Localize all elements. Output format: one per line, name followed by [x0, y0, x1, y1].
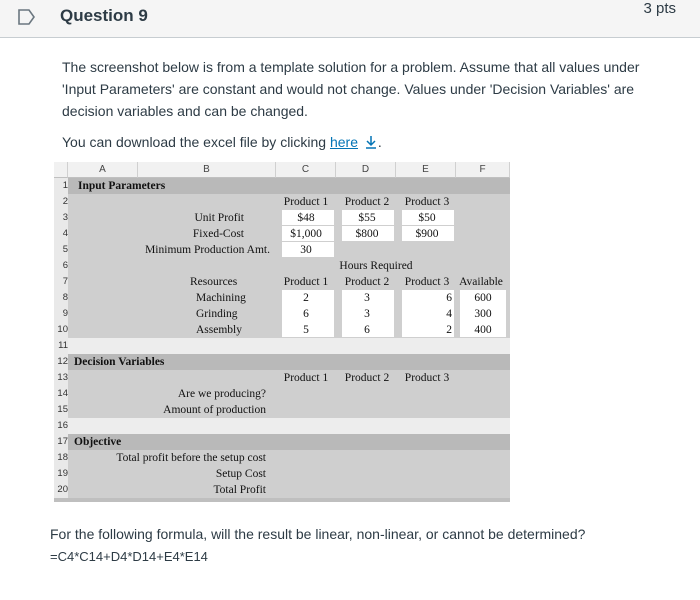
- resources-label: Resources: [190, 276, 238, 288]
- col-header-c: C: [276, 162, 336, 178]
- followup-question: For the following formula, will the result be linear, non-linear, or cannot be determined?: [50, 526, 586, 542]
- row-number: 9: [54, 306, 68, 322]
- row-band: [68, 482, 510, 498]
- resource-p3: 2: [446, 324, 452, 336]
- unit-profit-value: $55: [358, 212, 376, 224]
- download-link[interactable]: here: [329, 134, 359, 150]
- row-number: 5: [54, 242, 68, 258]
- row-band: [68, 258, 510, 274]
- fixed-cost-value: $800: [355, 228, 379, 240]
- row-number: 18: [54, 450, 68, 466]
- col-header-e: E: [396, 162, 456, 178]
- fixed-cost-value: $1,000: [290, 228, 322, 240]
- resource-p1: 6: [303, 308, 309, 320]
- total-profit-before-label: Total profit before the setup cost: [116, 452, 266, 464]
- product-header: Product 2: [344, 196, 390, 208]
- resource-p1: 2: [303, 292, 309, 304]
- question-header: [0, 0, 700, 38]
- row-band: [68, 418, 510, 434]
- row-number: 17: [54, 434, 68, 450]
- product-header: Product 1: [283, 196, 329, 208]
- total-profit-label: Total Profit: [213, 484, 266, 496]
- resource-available: 600: [474, 292, 492, 304]
- unit-profit-label: Unit Profit: [194, 212, 244, 224]
- min-production-label: Minimum Production Amt.: [145, 244, 270, 256]
- setup-cost-label: Setup Cost: [215, 468, 266, 480]
- row-number: 4: [54, 226, 68, 242]
- resource-name: Machining: [196, 292, 246, 304]
- resource-name: Assembly: [196, 324, 242, 336]
- resource-p3: 4: [446, 308, 452, 320]
- question-intro: The screenshot below is from a template solution for a problem. Assume that all values under 'Input Parameters' are constant and would not change. Values under 'Decision Variables' are decision variables and can be changed.: [62, 59, 640, 119]
- product-header: Product 1: [283, 372, 329, 384]
- product-header: Product 3: [404, 372, 450, 384]
- resource-p3: 6: [446, 292, 452, 304]
- product-header: Product 1: [283, 276, 329, 288]
- corner-cell: [54, 162, 68, 178]
- download-prefix: You can download the excel file by clicking: [62, 134, 327, 150]
- col-header-b: B: [138, 162, 276, 178]
- product-header: Product 3: [404, 196, 450, 208]
- col-header-d: D: [336, 162, 396, 178]
- row-number: 11: [54, 338, 68, 354]
- row-band: [68, 338, 510, 354]
- download-line: [62, 131, 382, 153]
- row-number: 12: [54, 354, 68, 370]
- resource-p2: 3: [364, 292, 370, 304]
- section-objective: Objective: [74, 436, 122, 448]
- resource-p1: 5: [303, 324, 309, 336]
- col-header-a: A: [68, 162, 138, 178]
- spreadsheet-image: [54, 162, 510, 502]
- available-label: Available: [459, 276, 503, 288]
- section-input-parameters: Input Parameters: [78, 180, 166, 192]
- row-band: [68, 402, 510, 418]
- download-icon[interactable]: [364, 135, 378, 149]
- row-number: 2: [54, 194, 68, 210]
- resource-available: 300: [474, 308, 492, 320]
- resource-name: Grinding: [196, 308, 238, 320]
- producing-label: Are we producing?: [177, 388, 266, 400]
- row-number: 3: [54, 210, 68, 226]
- row-number: 19: [54, 466, 68, 482]
- row-number: 14: [54, 386, 68, 402]
- row-number: 16: [54, 418, 68, 434]
- question-points: 3 pts: [643, 0, 676, 17]
- row-number: 13: [54, 370, 68, 386]
- download-suffix: .: [377, 134, 382, 150]
- resource-available: 400: [474, 324, 492, 336]
- formula-text: =C4*C14+D4*D14+E4*E14: [50, 549, 208, 564]
- question-title: Question 9: [60, 6, 148, 25]
- resource-p2: 6: [364, 324, 370, 336]
- row-number: 15: [54, 402, 68, 418]
- col-header-f: F: [456, 162, 510, 178]
- resource-p2: 3: [364, 308, 370, 320]
- fixed-cost-value: $900: [415, 228, 439, 240]
- amount-label: Amount of production: [163, 404, 266, 416]
- hours-required-label: Hours Required: [339, 260, 413, 272]
- row-number: 6: [54, 258, 68, 274]
- product-header: Product 3: [404, 276, 450, 288]
- row-number: 20: [54, 482, 68, 498]
- flag-question-icon[interactable]: [17, 8, 37, 26]
- row-number: 8: [54, 290, 68, 306]
- section-decision-variables: Decision Variables: [74, 356, 165, 368]
- product-header: Product 2: [344, 276, 390, 288]
- row-band: [68, 386, 510, 402]
- row-number: 1: [54, 178, 68, 194]
- product-header: Product 2: [344, 372, 390, 384]
- row-number: 10: [54, 322, 68, 338]
- unit-profit-value: $50: [418, 212, 436, 224]
- unit-profit-value: $48: [297, 212, 315, 224]
- fixed-cost-label: Fixed-Cost: [192, 228, 244, 240]
- min-production-value: 30: [300, 244, 312, 256]
- row-band: [68, 466, 510, 482]
- row-number: 7: [54, 274, 68, 290]
- row-band: [68, 434, 510, 450]
